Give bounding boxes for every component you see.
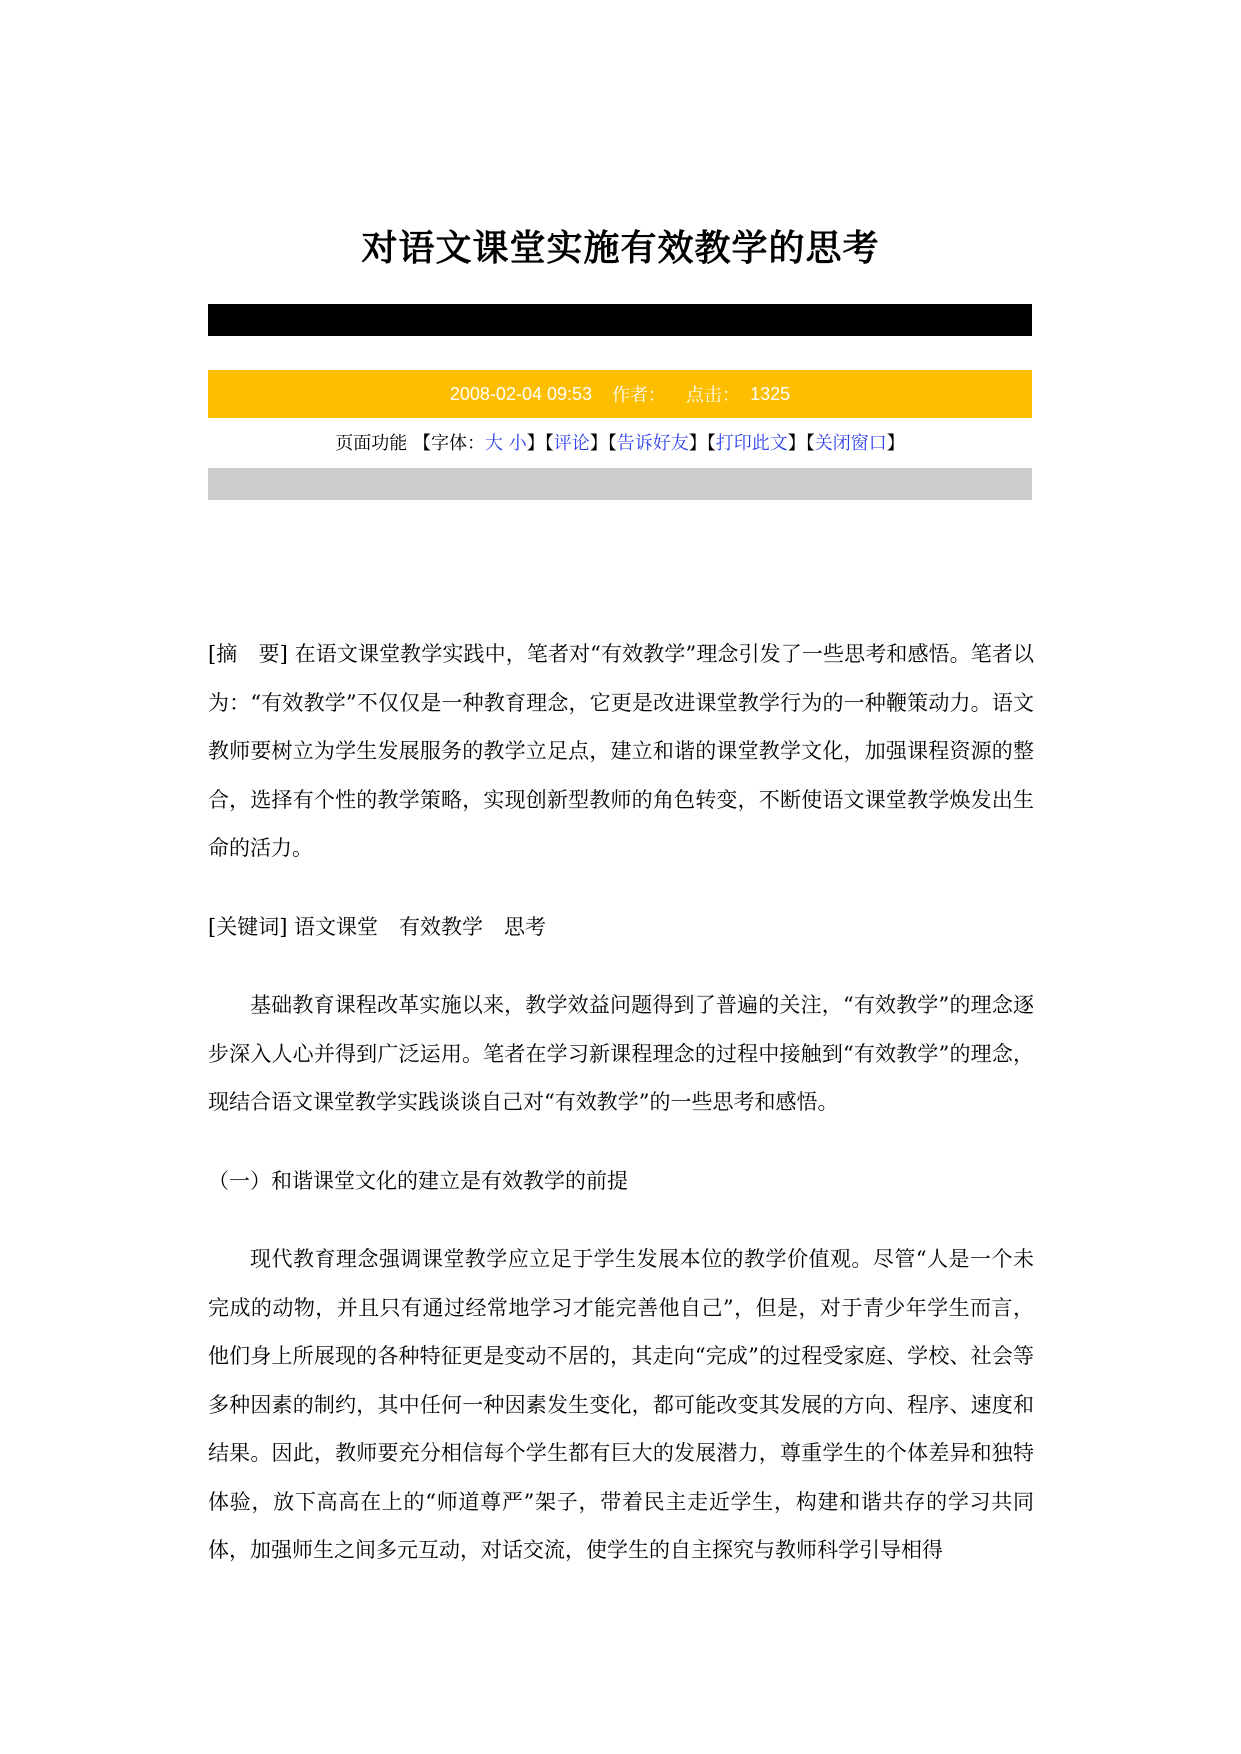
tell-bracket-open: 【: [607, 433, 617, 454]
section-body-paragraph: 现代教育理念强调课堂教学应立足于学生发展本位的教学价值观。尽管“人是一个未完成的动物，并且只有通过经常地学习才能完善他自己”，但是，对于青少年学生而言，他们身上所展现的各种特征更是变动不居的，其走向“完成”的过程受家庭、学校、社会等多种因素的制约，其中任何一种因素发生变化，都可能改变其发展的方向、程序、速度和结果。因此，教师要充分相信每个学生都有巨大的发展潜力，尊重学生的个体差异和独特体验，放下高高在上的“师道尊严”架子，带着民主走近学生，构建和谐共存的学习共同体，加强师生之间多元互动，对话交流，使学生的自主探究与教师科学引导相得: [208, 1247, 1034, 1562]
hits-label: 点击：: [686, 385, 741, 405]
tell-bracket-close: 】: [688, 433, 707, 454]
comment-link[interactable]: 评论: [553, 433, 590, 454]
close-bracket-open: 【: [805, 433, 815, 454]
article-meta-bar: [208, 370, 1032, 418]
page-functions-label: 页面功能: [335, 433, 408, 454]
hits-count: 1325: [750, 383, 791, 404]
title-divider-bar: [208, 304, 1032, 336]
close-window-link[interactable]: 关闭窗口: [814, 433, 887, 454]
abstract-paragraph: [摘 要] 在语文课堂教学实践中，笔者对“有效教学”理念引发了一些思考和感悟。笔者以为：“有效教学”不仅仅是一种教育理念，它更是改进课堂教学行为的一种鞭策动力。语文教师要树立为学生发展服务的教学立足点，建立和谐的课堂教学文化，加强课程资源的整合，选择有个性的教学策略，实现创新型教师的角色转变，不断使语文课堂教学焕发出生命的活力。: [208, 642, 1034, 860]
print-bracket-close: 】: [787, 433, 806, 454]
keywords-paragraph: [关键词] 语文课堂 有效教学 思考: [208, 914, 547, 939]
function-divider-bar: [208, 468, 1032, 500]
page-title: 对语文课堂实施有效教学的思考: [361, 228, 880, 269]
print-article-link[interactable]: 打印此文: [715, 433, 788, 454]
font-size-suffix: 】: [526, 433, 545, 454]
print-bracket-open: 【: [706, 433, 716, 454]
publish-datetime: 2008-02-04 09:53: [449, 383, 593, 404]
author-label: 作者：: [612, 385, 667, 405]
comment-bracket-close: 】: [589, 433, 608, 454]
font-small-link[interactable]: 小: [508, 433, 527, 454]
page-functions: [208, 430, 1032, 458]
section-heading: （一）和谐课堂文化的建立是有效教学的前提: [208, 1168, 628, 1193]
font-size-prefix: 【字体：: [413, 433, 485, 454]
comment-bracket-open: 【: [544, 433, 554, 454]
close-bracket-close: 】: [886, 433, 905, 454]
intro-paragraph: 基础教育课程改革实施以来，教学效益问题得到了普遍的关注，“有效教学”的理念逐步深入人心并得到广泛运用。笔者在学习新课程理念的过程中接触到“有效教学”的理念，现结合语文课堂教学实践谈谈自己对“有效教学”的一些思考和感悟。: [208, 993, 1034, 1114]
font-large-link[interactable]: 大: [485, 433, 503, 454]
tell-friend-link[interactable]: 告诉好友: [616, 433, 689, 454]
article-body: [208, 630, 1034, 1575]
